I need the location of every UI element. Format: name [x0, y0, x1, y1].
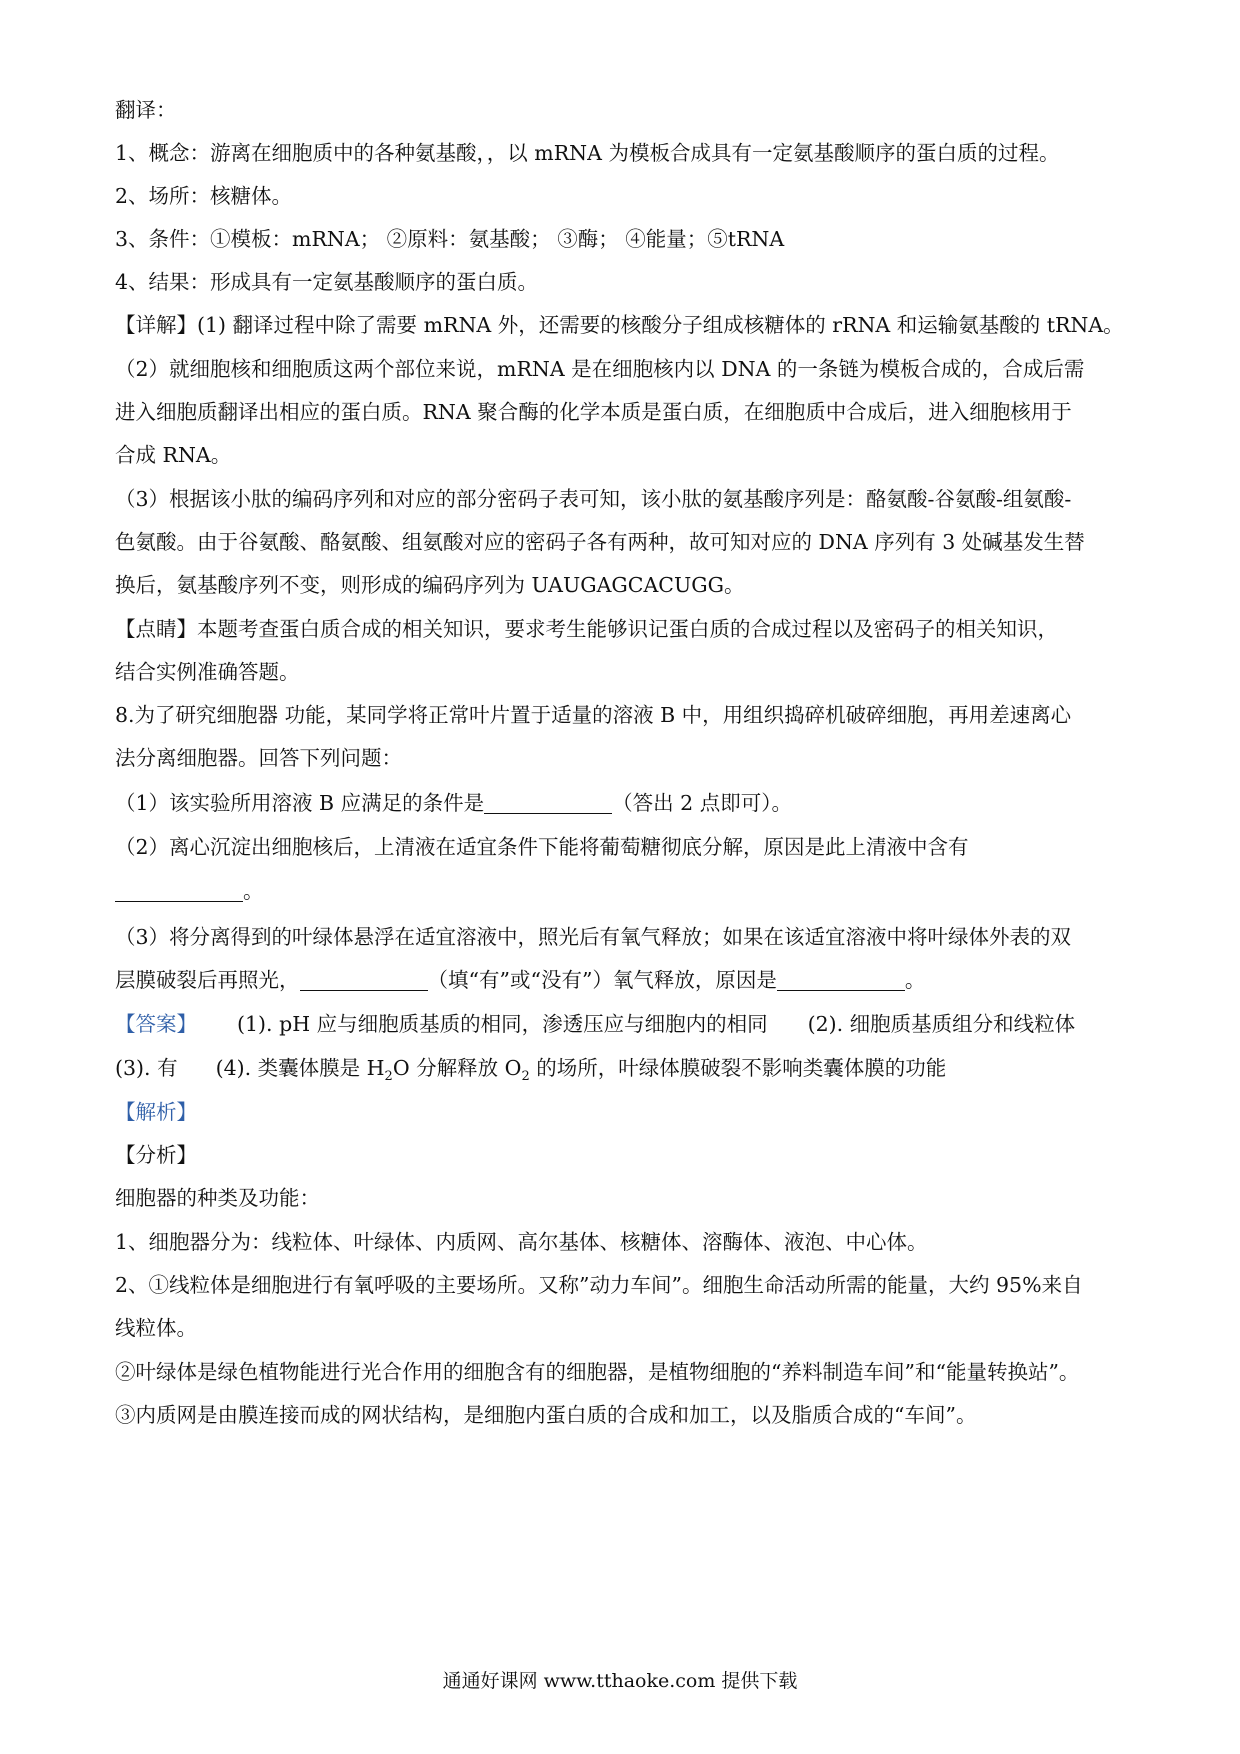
text-line: 换后，氨基酸序列不变，则形成的编码序列为 UAUGAGCACUGG。 — [115, 573, 745, 597]
text-line: 3、条件：①模板：mRNA； ②原料：氨基酸； ③酶； ④能量；⑤tRNA — [115, 227, 785, 251]
text-line: 进入细胞质翻译出相应的蛋白质。RNA 聚合酶的化学本质是蛋白质，在细胞质中合成后，进入细胞核用于 — [115, 400, 1072, 424]
text-line: 细胞器的种类及功能： — [115, 1186, 320, 1210]
comment-paragraph: 【点睛】本题考查蛋白质合成的相关知识，要求考生能够识记蛋白质的合成过程以及密码子的相关知识， — [115, 617, 1058, 641]
text-line: ③内质网是由膜连接而成的网状结构，是细胞内蛋白质的合成和加工，以及脂质合成的“车间”。 — [115, 1403, 977, 1427]
text-line: 合成 RNA。 — [115, 443, 232, 467]
question-8-stem: 8.为了研究细胞器 功能，某同学将正常叶片置于适量的溶液 B 中，用组织捣碎机破碎细胞，再用差速离心 — [115, 703, 1072, 727]
answer-label: 【答案】 — [115, 1012, 197, 1036]
period: 。 — [904, 968, 926, 992]
answer-line-1 — [115, 1010, 1125, 1038]
answer-2: (2). 细胞质基质组分和线粒体 — [807, 1012, 1076, 1036]
answer-1: (1). pH 应与细胞质基质的相同，渗透压应与细胞内的相同 — [237, 1012, 768, 1036]
answer-blank — [115, 881, 243, 902]
question-8-part-3-cont — [115, 966, 1125, 994]
text-line: 2、场所：核糖体。 — [115, 184, 293, 208]
text-line: 1、细胞器分为：线粒体、叶绿体、内质网、高尔基体、核糖体、溶酶体、液泡、中心体。 — [115, 1230, 928, 1254]
text-line: 1、概念：游离在细胞质中的各种氨基酸，，以 mRNA 为模板合成具有一定氨基酸顺序的蛋白质的过程。 — [115, 141, 1060, 165]
text-line: 法分离细胞器。回答下列问题： — [115, 746, 402, 770]
text-line: （2）就细胞核和细胞质这两个部位来说，mRNA 是在细胞核内以 DNA 的一条链为模板合成的，合成后需 — [115, 357, 1085, 381]
question-8-part-3: （3）将分离得到的叶绿体悬浮在适宜溶液中，照光后有氧气释放；如果在该适宜溶液中将叶绿体外表的双 — [115, 925, 1072, 949]
text-line: 线粒体。 — [115, 1316, 197, 1340]
text-line: 色氨酸。由于谷氨酸、酪氨酸、组氨酸对应的密码子各有两种，故可知对应的 DNA 序列有 3 处碱基发生替 — [115, 530, 1085, 554]
part-1-text: （1）该实验所用溶液 B 应满足的条件是 — [115, 791, 485, 815]
period: 。 — [243, 879, 264, 903]
text-line: 2、①线粒体是细胞进行有氧呼吸的主要场所。又称”动力车间”。细胞生命活动所需的能量，大约 95%来自 — [115, 1273, 1083, 1297]
text-line: （3）根据该小肽的编码序列和对应的部分密码子表可知，该小肽的氨基酸序列是：酪氨酸-谷氨酸-组氨酸- — [115, 487, 1072, 511]
answer-blank — [300, 970, 428, 991]
part-3-hint: （填“有”或“没有”）氧气释放，原因是 — [427, 968, 777, 992]
question-8-part-2-blank — [115, 877, 1125, 905]
part-3-text: 层膜破裂后再照光， — [115, 968, 300, 992]
question-8-part-2: （2）离心沉淀出细胞核后，上清液在适宜条件下能将葡萄糖彻底分解，原因是此上清液中含有 — [115, 835, 969, 859]
answer-blank — [484, 793, 612, 814]
text-line: ②叶绿体是绿色植物能进行光合作用的细胞含有的细胞器，是植物细胞的“养料制造车间”和“能量转换站”。 — [115, 1360, 1080, 1384]
heading-translation: 翻译： — [115, 98, 177, 122]
page-footer: 通通好课网 www.tthaoke.com 提供下载 — [442, 1670, 798, 1692]
part-1-hint: （答出 2 点即可）。 — [612, 791, 792, 815]
text-line: 结合实例准确答题。 — [115, 660, 300, 684]
answer-3: (3). 有 — [115, 1056, 178, 1080]
answer-4: (4). 类囊体膜是 $H_2O$ 分解释放 $O_2$ 的场所，叶绿体膜破裂不影响类囊体膜的功能 — [215, 1056, 947, 1085]
subanalysis-label: 【分析】 — [115, 1143, 197, 1167]
question-8-part-1 — [115, 789, 1125, 817]
text-line: 4、结果：形成具有一定氨基酸顺序的蛋白质。 — [115, 270, 539, 294]
answer-line-2 — [115, 1054, 1125, 1091]
detail-paragraph: 【详解】(1) 翻译过程中除了需要 mRNA 外，还需要的核酸分子组成核糖体的 rRNA 和运输氨基酸的 tRNA。 — [115, 313, 1124, 337]
analysis-label: 【解析】 — [115, 1100, 197, 1124]
answer-blank — [777, 970, 905, 991]
